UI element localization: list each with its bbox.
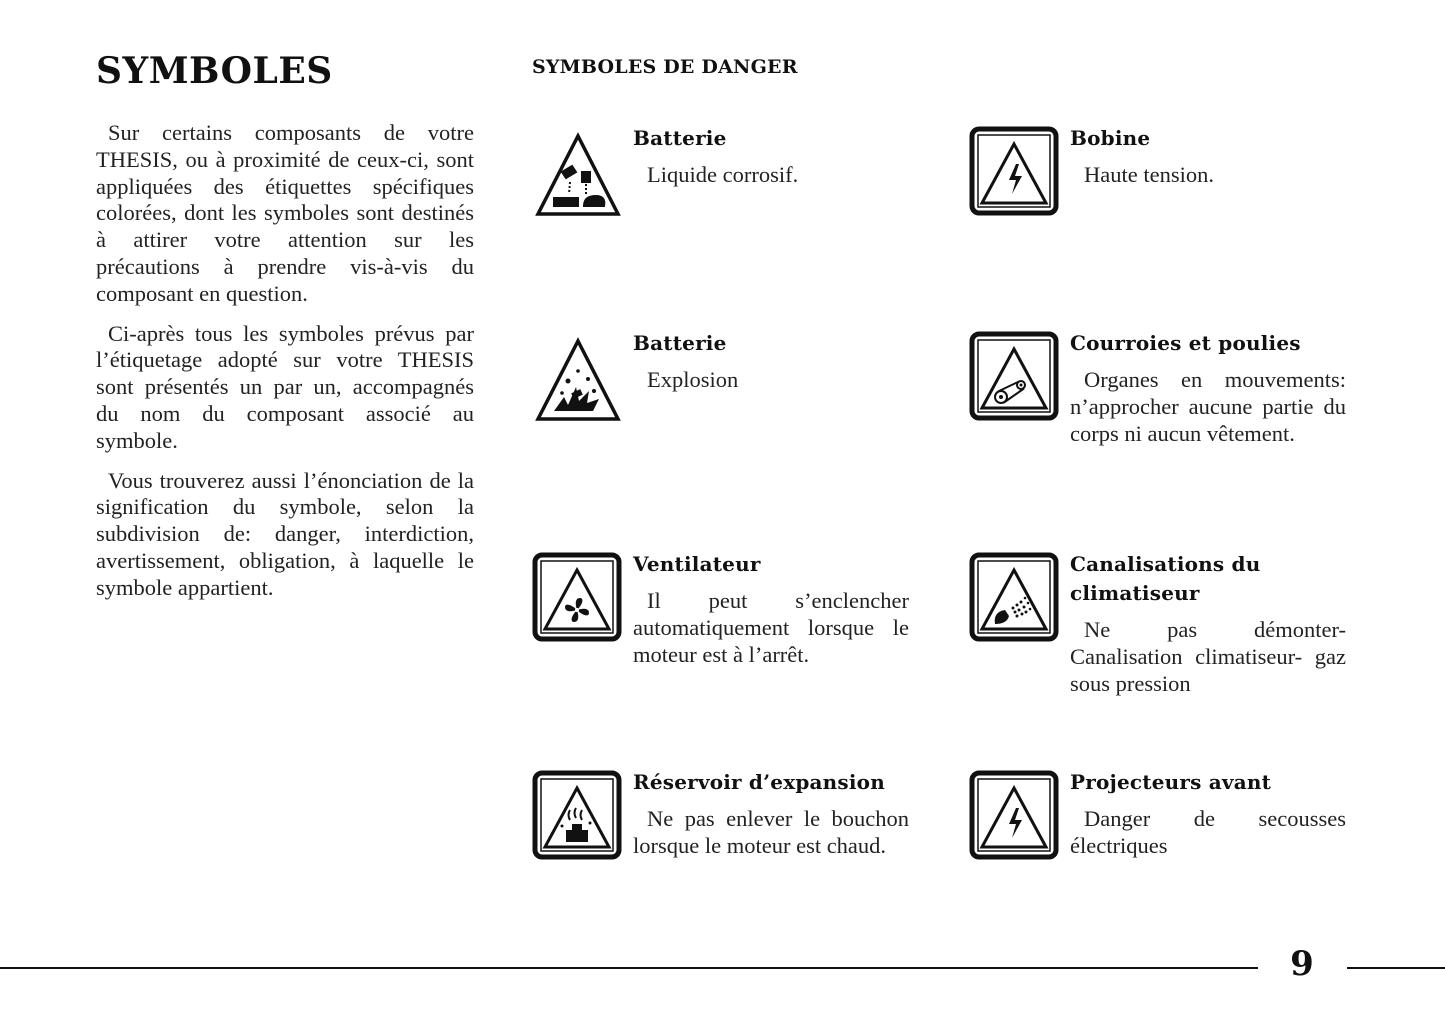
symbol-description: Danger de secousses électriques xyxy=(1070,806,1346,858)
belts-pulleys-icon xyxy=(969,329,1059,419)
symbol-description: Il peut s’enclencher automatiquement lorsque le moteur est à l’arrêt. xyxy=(633,588,909,667)
symbol-description: Organes en mouvements: n’approcher aucune partie du corps ni aucun vêtement. xyxy=(1070,367,1346,446)
footer-rule-right xyxy=(1347,967,1445,969)
symbol-title: Ventilateur xyxy=(633,552,761,576)
high-voltage-icon xyxy=(969,124,1059,214)
symbol-description: Ne pas démonter- Canalisation climatiseur- gaz sous pression xyxy=(1070,617,1346,696)
page-number: 9 xyxy=(1290,944,1314,984)
symbol-title: Projecteurs avant xyxy=(1070,770,1272,794)
symbol-description: Ne pas enlever le bouchon lorsque le moteur est chaud. xyxy=(633,806,909,858)
symbol-description: Liquide corrosif. xyxy=(647,162,799,187)
intro-paragraph: Vous trouverez aussi l’énonciation de la signification du symbole, selon la subdivision de: danger, interdiction, avertissement, obligation, à laquelle le symbole appartient. xyxy=(96,467,474,600)
symbol-title: Courroies et poulies xyxy=(1070,331,1301,355)
intro-paragraph: Sur certains composants de votre THESIS, ou à proximité de ceux-ci, sont appliquées des étiquettes spécifiques colorées, dont les symboles sont destinés à attirer votre attention sur les précautions à prendre vis-à-vis du composant en question. xyxy=(96,120,474,306)
pressurized-gas-icon xyxy=(969,550,1059,640)
fan-icon xyxy=(532,550,622,640)
footer-rule-left xyxy=(0,967,1258,969)
hot-coolant-tank-icon xyxy=(532,768,622,858)
intro-text xyxy=(96,120,474,615)
intro-paragraph: Ci-après tous les symboles prévus par l’étiquetage adopté sur votre THESIS sont présentés un par un, accompagnés du nom du composant associé au symbole. xyxy=(96,320,474,453)
section-heading: SYMBOLES DE DANGER xyxy=(532,56,798,78)
symbol-title: Batterie xyxy=(633,331,727,355)
symbol-title: Bobine xyxy=(1070,126,1151,150)
electric-shock-icon xyxy=(969,768,1059,858)
symbol-title: Canalisations du climatiseur xyxy=(1070,552,1261,605)
page-title: SYMBOLES xyxy=(96,50,333,92)
explosion-icon xyxy=(532,329,622,419)
symbol-title: Batterie xyxy=(633,126,727,150)
symbol-title: Réservoir d’expansion xyxy=(633,770,885,794)
corrosive-liquid-icon xyxy=(532,124,622,214)
symbol-description: Explosion xyxy=(647,367,739,392)
symbol-description: Haute tension. xyxy=(1084,162,1214,187)
